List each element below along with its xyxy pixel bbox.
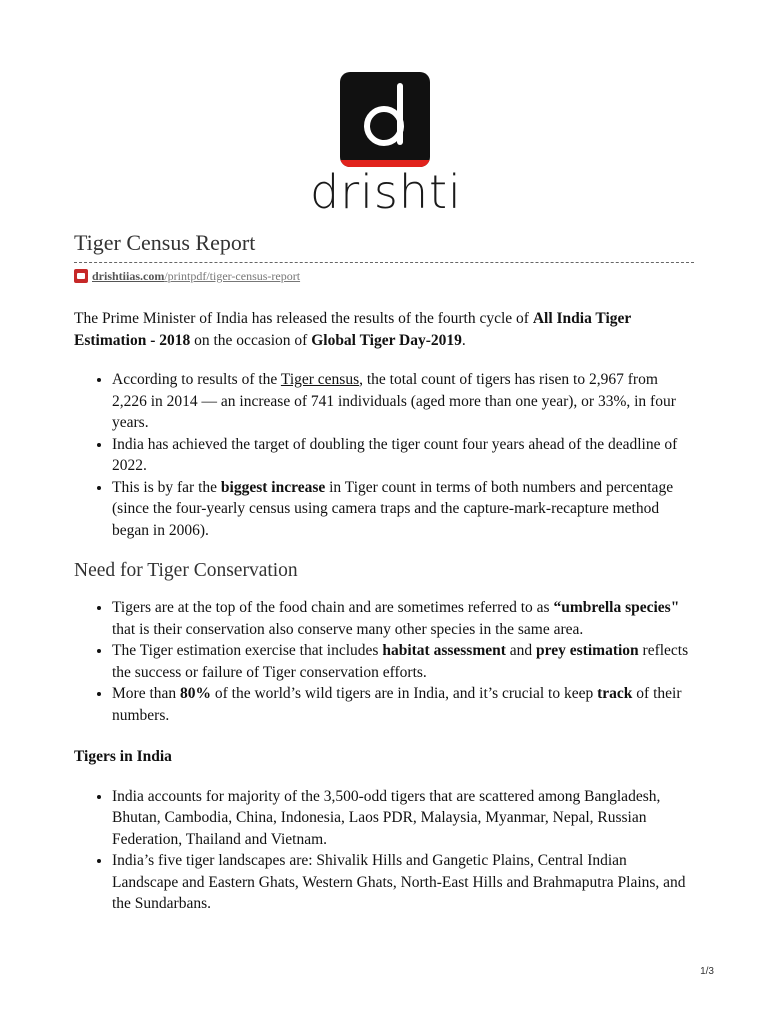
source-link[interactable] (74, 268, 300, 284)
article-body (74, 308, 694, 915)
tiger-census-link[interactable]: Tiger census (280, 371, 360, 388)
item-text: Tigers are at the top of the food chain and are sometimes referred to as (112, 599, 554, 616)
list-item (112, 683, 694, 726)
item-text: India has achieved the target of doubling the tiger count four years ahead of the deadline of 2022. (112, 435, 678, 474)
item-bold: prey estimation (536, 642, 639, 659)
list-item (112, 597, 694, 640)
list-item: • India accounts for majority of the 3,500-odd tigers that are scattered among Bangladesh, Bhutan, Cambodia, China, Indonesia, Laos PDR, Malaysia, Myanmar, Nepal, Russian Federation, Thailand and Vietnam. (112, 786, 694, 851)
item-text: The Tiger estimation exercise that includes (112, 642, 383, 659)
intro-text-3: . (461, 331, 466, 349)
intro-bold-tiger-day: Global Tiger Day-2019 (311, 331, 462, 349)
intro-bold-estimation: All India Tiger Estimation - 2018 (74, 310, 632, 349)
list-item (112, 434, 694, 477)
item-text: that is their conservation also conserve many other species in the same area. (112, 620, 584, 638)
item-text: of the world’s wild tigers are in India, and it’s crucial to keep (211, 685, 598, 702)
list-item (112, 477, 694, 542)
source-path[interactable]: /printpdf/tiger-census-report (164, 269, 301, 283)
logo-mark (340, 72, 430, 167)
source-domain[interactable]: drishtiias.com (92, 269, 165, 283)
list-item (112, 369, 694, 434)
section-heading-conservation: Need for Tiger Conservation (74, 560, 298, 581)
item-bold: habitat assessment (382, 642, 506, 659)
intro-text-1: The Prime Minister of India has released the results of the fourth cycle of (74, 310, 533, 327)
item-bold: 80% (180, 685, 212, 702)
drishti-logo (310, 72, 460, 227)
item-bold: “umbrella species" (553, 599, 680, 616)
item-text: reflects the success or failure of Tiger conservation efforts. (112, 642, 689, 681)
item-text: of their numbers. (112, 685, 682, 724)
item-text: in Tiger count in terms of both numbers and percentage (since the four-yearly census using camera traps and the capture-mark-recapture method began in 2006). (112, 478, 674, 539)
item-text: , the total count of tigers has risen to 2,967 from 2,226 in 2014 — an increase of 741 individuals (aged more than one year), or 33%, in four years. (112, 371, 676, 431)
page-title: Tiger Census Report (74, 230, 256, 255)
intro-paragraph (74, 308, 694, 351)
census-results-list (74, 369, 694, 541)
tigers-in-india-list (74, 786, 694, 915)
site-favicon-icon (74, 269, 88, 283)
intro-text-2: on the occasion of (190, 331, 312, 349)
logo-wordmark: drishti (310, 165, 462, 219)
item-text: More than (112, 685, 181, 702)
item-bold: biggest increase (220, 478, 326, 496)
conservation-list (74, 597, 694, 726)
item-text: According to results of the (112, 371, 281, 388)
page-number: 1/3 (700, 966, 714, 977)
list-item (112, 640, 694, 683)
title-divider (74, 262, 694, 263)
logo-d-icon (340, 72, 430, 167)
list-item: • India’s five tiger landscapes are: Shivalik Hills and Gangetic Plains, Central Indian Landscape and Eastern Ghats, Western Ghats, North-East Hills and Brahmaputra Plains, and the Sundarbans. (112, 850, 694, 915)
section-heading-tigers-in-india: Tigers in India (74, 748, 172, 765)
item-text: This is by far the (112, 478, 221, 496)
item-bold: track (597, 685, 633, 702)
item-text: and (505, 642, 537, 659)
